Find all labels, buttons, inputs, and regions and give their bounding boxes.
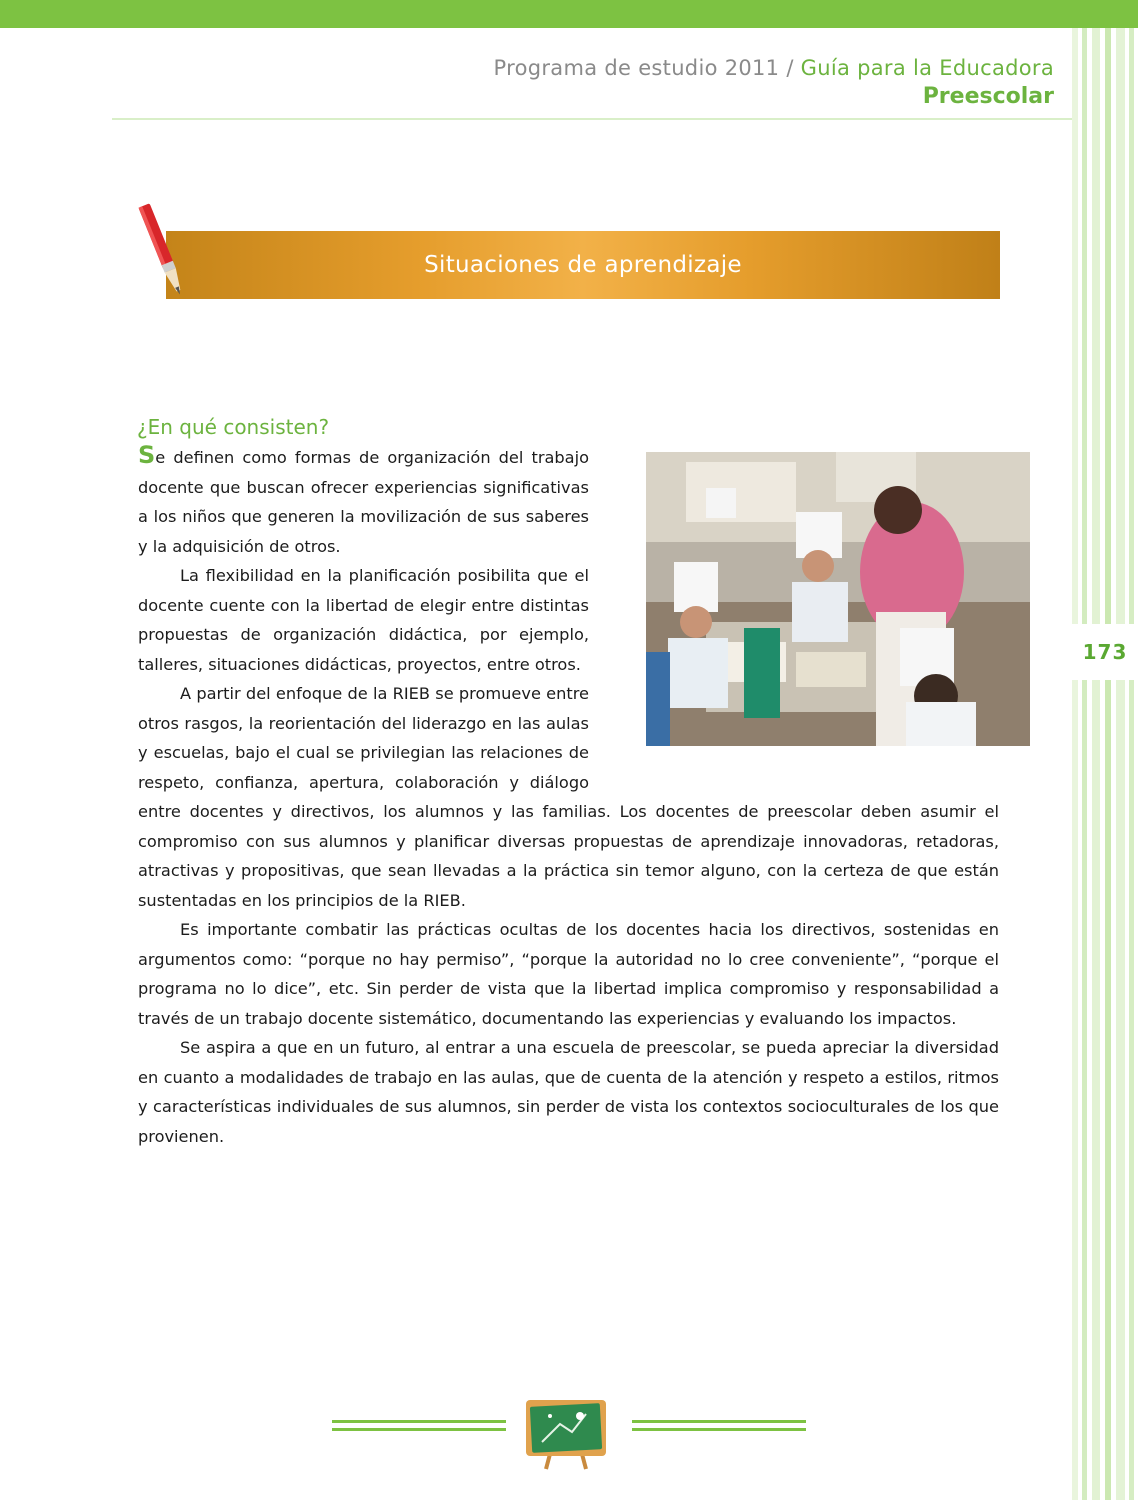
header-guide-text: Guía para la Educadora <box>800 56 1054 80</box>
paragraph-4: Es importante combatir las prácticas ocultas de los docentes hacia los directivos, sostenidas en argumentos como: “porque no hay permiso”, “porque la autoridad no lo cree conveniente”, “porque el programa no lo dice”, etc. Sin perder de vista que la libertad implica compromiso y responsabilidad a través de un trabajo docente sistemático, documentando las experiencias y evaluando los impactos. <box>138 920 999 1028</box>
section-banner <box>166 231 1000 299</box>
footer-lines-right <box>632 1420 806 1436</box>
footer-lines-left <box>332 1420 506 1436</box>
photo-wrap-spacer <box>589 449 999 785</box>
pencil-icon <box>136 198 188 302</box>
header-program-title <box>494 56 1054 80</box>
right-decorative-stripes <box>1072 28 1138 1500</box>
header-program-text: Programa de estudio 2011 / <box>493 56 801 80</box>
top-green-bar <box>0 0 1138 28</box>
paragraph-5: Se aspira a que en un futuro, al entrar a una escuela de preescolar, se pueda apreciar la diversidad en cuanto a modalidades de trabajo en las aulas, que de cuenta de la atención y respeto a estilos, ritmos y características individuales de sus alumnos, sin perder de vista los contextos socioculturales de los que provienen. <box>138 1038 999 1146</box>
header-divider <box>112 118 1072 120</box>
chalkboard-icon <box>520 1396 612 1470</box>
paragraph-2: La flexibilidad en la planificación posibilita que el docente cuente con la libertad de elegir entre distintas propuestas de organización didáctica, por ejemplo, talleres, situaciones didácticas, proyectos, entre otros. <box>138 566 589 674</box>
banner-title: Situaciones de aprendizaje <box>424 252 742 278</box>
paragraph-1-text: e definen como formas de organización del trabajo docente que buscan ofrecer experiencias significativas a los niños que generen la movilización de sus saberes y la adquisición de otros. <box>138 448 589 556</box>
page-number: 173 <box>1082 640 1128 664</box>
paragraph-3: A partir del enfoque de la RIEB se promueve entre otros rasgos, la reorientación del liderazgo en las aulas y escuelas, bajo el cual se privilegian las relaciones de respeto, confianza, apertura, colaboración y diálogo entre docentes y directivos, los alumnos y las familias. Los docentes de preescolar deben asumir el compromiso con sus alumnos y planificar diversas propuestas de aprendizaje innovadoras, retadoras, atractivas y propositivas, que sean llevadas a la práctica sin temor alguno, con la certeza de que están sustentadas en los principios de la RIEB. <box>138 684 999 910</box>
header-level: Preescolar <box>922 84 1054 109</box>
dropcap-letter: S <box>138 441 156 469</box>
page-number-box <box>1072 624 1138 680</box>
body-text <box>138 443 999 1151</box>
section-heading: ¿En qué consisten? <box>137 415 330 439</box>
